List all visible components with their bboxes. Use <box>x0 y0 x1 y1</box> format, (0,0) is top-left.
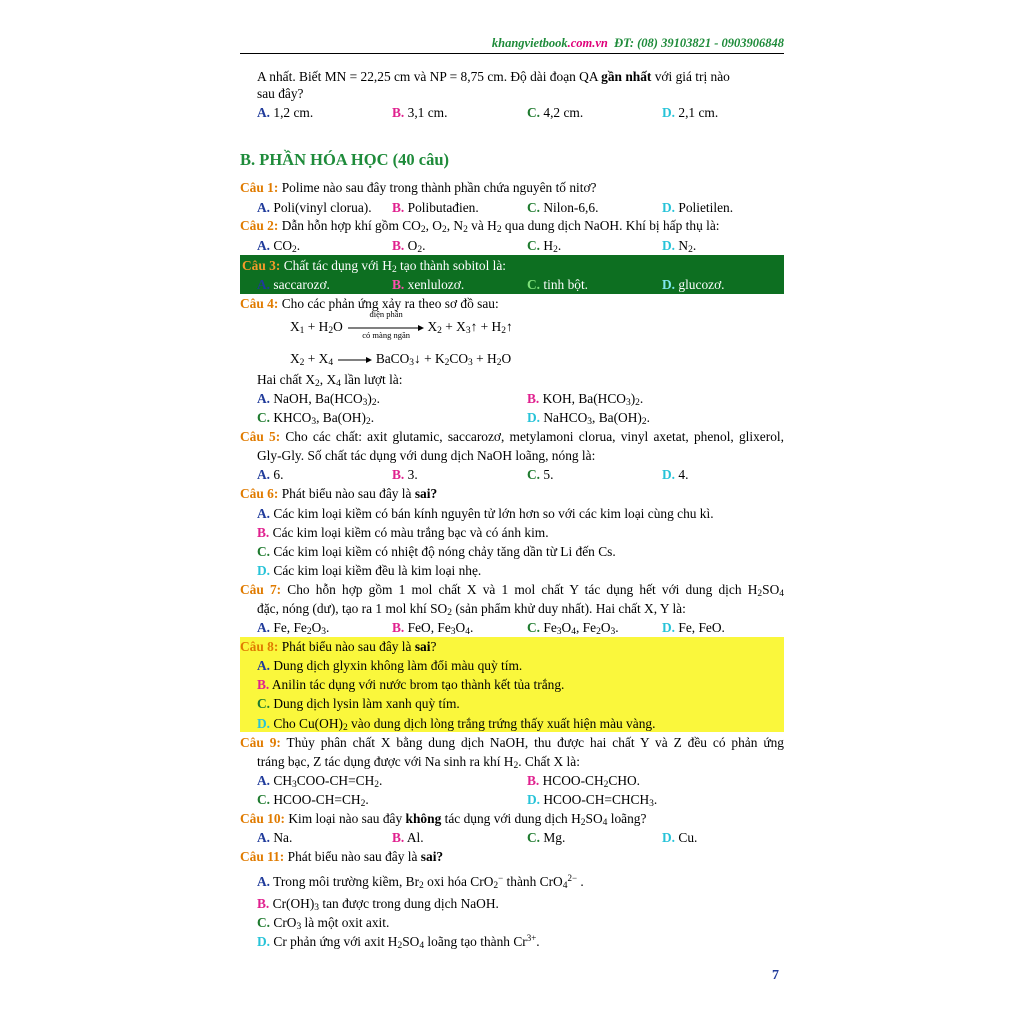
page-number: 7 <box>772 968 779 983</box>
question-11: Câu 11: Phát biểu nào sau đây là sai? <box>240 849 444 864</box>
question-11-option-d: D. Cr phản ứng với axit $H_2SO_4$ loãng tạo thành $Cr^{3+}$. <box>257 933 540 951</box>
question-3: Câu 3: Chất tác dụng với $H_2$ tạo thành sobitol là: <box>242 258 507 275</box>
question-2: Câu 2: Dẫn hỗn hợp khí gồm $CO_2$, $O_2$, $N_2$ và $H_2$ qua dung dịch NaOH. Khí bị hấp thụ là: <box>240 218 720 235</box>
question-7-line-2: đặc, nóng (dư), tạo ra 1 mol khí $SO_2$ (sản phẩm khử duy nhất). Hai chất X, Y là: <box>257 601 686 618</box>
question-6: Câu 6: Phát biểu nào sau đây là sai? <box>240 486 438 501</box>
prev-question-text-2: sau đây? <box>257 86 304 101</box>
reaction-arrow <box>336 355 372 365</box>
question-6-option-c: C. Các kim loại kiềm có nhiệt độ nóng chảy tăng dần từ Li đến Cs. <box>257 544 616 559</box>
electrolysis-arrow: điện phân có màng ngăn <box>346 323 424 333</box>
gas-up-icon: ↑ <box>505 319 513 334</box>
question-8-option-a: A. Dung dịch glyxin không làm đổi màu quỳ tím. <box>257 658 523 673</box>
question-6-option-a: A. Các kim loại kiềm có bán kính nguyên tử lớn hơn so với các kim loại cùng chu kì. <box>257 506 714 521</box>
phone-number: ĐT: (08) 39103821 - 0903906848 <box>614 36 784 50</box>
question-9-line-2: tráng bạc, Z tác dụng được với Na sinh ra khí $H_2$. Chất X là: <box>257 754 580 771</box>
reaction-2: $X_2 + X_4$ BaCO$_3$↓ + $K_2CO_3 + H_2O$ <box>290 351 512 368</box>
prev-question-text: A nhất. Biết MN = 22,25 cm và NP = 8,75 cm. Độ dài đoạn QA gần nhất với giá trị nào <box>257 69 730 84</box>
question-4-ask: Hai chất $X_2$, $X_4$ lần lượt là: <box>257 372 403 389</box>
gas-up-icon: ↑ <box>470 319 478 334</box>
precipitate-down-icon: ↓ <box>414 351 421 366</box>
question-8: Câu 8: Phát biểu nào sau đây là sai? <box>240 639 437 654</box>
question-8-option-d: D. Cho $Cu(OH)_2$ vào dung dịch lòng trắng trứng thấy xuất hiện màu vàng. <box>257 716 656 733</box>
question-5-line-2: Gly-Gly. Số chất tác dụng với dung dịch NaOH loãng, nóng là: <box>257 448 596 463</box>
question-9: Câu 9: Thủy phân chất X bằng dung dịch NaOH, thu được hai chất Y và Z đều có phản ứng <box>240 735 784 750</box>
question-7: Câu 7: Cho hỗn hợp gồm 1 mol chất X và 1 mol chất Y tác dụng hết với dung dịch $H_2SO_4$ <box>240 582 784 599</box>
question-6-option-d: D. Các kim loại kiềm đều là kim loại nhẹ. <box>257 563 482 578</box>
header-divider <box>240 53 784 54</box>
question-5: Câu 5: Cho các chất: axit glutamic, saccarozơ, metylamoni clorua, vinyl axetat, phenol, glixerol, <box>240 429 784 444</box>
question-11-option-b: B. $Cr(OH)_3$ tan được trong dung dịch NaOH. <box>257 896 499 913</box>
question-11-option-a: A. Trong môi trường kiềm, $Br_2$ oxi hóa CrO$_2$− thành CrO$_4^{2-}$ . <box>257 873 584 891</box>
question-4: Câu 4: Cho các phản ứng xảy ra theo sơ đồ sau: <box>240 296 499 311</box>
page-header <box>240 36 784 51</box>
question-10: Câu 10: Kim loại nào sau đây không tác dụng với dung dịch $H_2SO_4$ loãng? <box>240 811 647 828</box>
section-title: B. PHẦN HÓA HỌC (40 câu) <box>240 150 449 169</box>
site-domain: .com.vn <box>567 36 608 50</box>
question-8-option-b: B. Anilin tác dụng với nước brom tạo thành kết tủa trắng. <box>257 677 565 692</box>
reaction-1: $X_1 + H_2O$ điện phân có màng ngăn $X_2$ + $X_3↑$ + $H_2↑$ <box>290 308 513 340</box>
question-8-option-c: C. Dung dịch lysin làm xanh quỳ tím. <box>257 696 460 711</box>
site-name: khangvietbook <box>491 36 568 50</box>
question-6-option-b: B. Các kim loại kiềm có màu trắng bạc và có ánh kim. <box>257 525 549 540</box>
question-1: Câu 1: Polime nào sau đây trong thành phần chứa nguyên tố nitơ? <box>240 180 597 195</box>
question-11-option-c: C. CrO$_3$ là một oxit axit. <box>257 915 390 932</box>
